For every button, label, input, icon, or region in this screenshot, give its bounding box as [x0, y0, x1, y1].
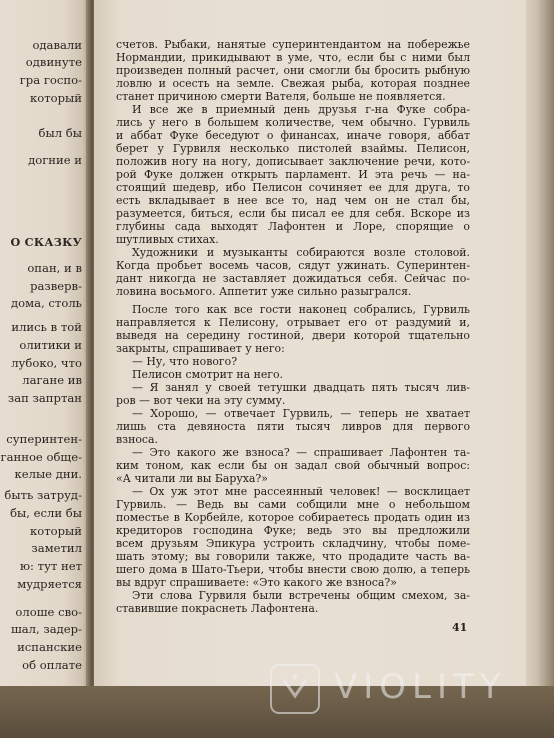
text-line: ловлю и осесть на земле. Свежая рыба, которая позднее [116, 77, 470, 90]
watermark [270, 664, 540, 718]
text-line: ловина восьмого. Аппетит уже сильно разыгрался. [116, 285, 412, 299]
text-line: станет причиною смерти Вателя, больше не появляется. [116, 90, 446, 104]
text-line: разумеется, биться, если бы писал ее для себя. Вскоре из [116, 207, 470, 221]
text-line: счетов. Рыбаки, нанятые суперинтендантом на побережье [116, 38, 470, 51]
left-page-line: суперинтен- [6, 432, 82, 446]
text-line: ким тоном, как если бы он задал свой обычный вопрос: [116, 458, 470, 472]
text-line: — Хорошо, — отвечает Гурвиль, — теперь не хватает [132, 406, 470, 420]
text-line: «А читали ли вы Баруха?» [116, 471, 268, 485]
text-line: направляется к Пелисону, отрывает его от раздумий и, [116, 315, 470, 329]
left-page-line: догние и [28, 153, 82, 167]
left-page-line: об оплате [22, 658, 82, 672]
left-page-line: который [30, 524, 82, 538]
left-page-line: лагане ив [22, 373, 82, 387]
text-line: — Я занял у своей тетушки двадцать пять тысяч лив- [132, 380, 470, 394]
text-line: берет у Гурвиля несколько пистолей взаймы. Пелисон, [116, 142, 470, 156]
text-line: И все же в приемный день друзья г-на Фуке собра- [132, 103, 470, 117]
text-line: — Ох уж этот мне рассеянный человек! — восклицает [132, 484, 470, 498]
left-page-line: гра госпо- [19, 73, 82, 87]
left-page-line: олоше сво- [15, 605, 82, 619]
watermark-text: VIOLITY [334, 667, 507, 707]
text-line: Художники и музыканты собираются возле столовой. [132, 246, 470, 260]
left-page-line: заметил [31, 541, 82, 555]
left-page-line: келые дни. [14, 467, 82, 481]
text-line: шего дома в Шато-Тьери, чтобы внести свою долю, а теперь [116, 563, 470, 576]
left-page-line: разверв- [30, 279, 82, 293]
text-line: Гурвиль. — Ведь вы сами собщили мне о небольшом [116, 497, 470, 511]
left-page-line: лубоко, что [11, 356, 82, 370]
text-line: рой Фуке должен открыть парламент. И эта речь — на- [116, 168, 470, 182]
text-line: Эти слова Гурвиля были встречены общим смехом, за- [132, 589, 470, 602]
text-line: кредиторов господина Фуке; ведь это вы предложили [116, 523, 470, 537]
text-line: положив ногу на ногу, дописывает заключение речи, кото- [116, 155, 470, 169]
text-line: всем друзьям Эпикура устроить складчину, чтобы поме- [116, 536, 470, 550]
left-page-line: опан, и в [27, 261, 82, 275]
watermark-logo-icon [270, 664, 320, 714]
left-page-line: шал, задер- [10, 622, 82, 636]
page-edge [526, 0, 554, 690]
text-line: поместье в Корбейле, которое собираетесь продать один из [116, 510, 470, 524]
left-page-line: О СКАЗКУ [10, 235, 82, 249]
text-line: ров — вот чеки на эту сумму. [116, 393, 286, 407]
left-page-line: был бы [38, 126, 82, 140]
text-line: лишь ста девяноста пяти тысяч ливров для первого [116, 419, 470, 433]
left-page-line: зап запртан [7, 391, 82, 405]
left-page-line: мудряется [17, 577, 82, 591]
text-line: стоящий шедевр, ибо Пелисон сочиняет ее для друга, то [116, 181, 470, 195]
left-page-line: дома, столь [11, 296, 82, 310]
page-number: 41 [452, 621, 468, 634]
text-line: шать этому; вы говорили также, что продадите часть ва- [116, 549, 470, 563]
left-page-line: ились в той [11, 320, 82, 334]
text-line: — Ну, что нового? [132, 354, 238, 368]
text-line: произведен полный расчет, они смогли бы бросить рыбную [116, 64, 470, 77]
text-line: После того как все гости наконец собрались, Гурвиль [132, 302, 470, 316]
left-page-line: ганное обще- [0, 450, 82, 464]
text-line: Нормандии, прикидывают в уме, что, если бы с ними был [116, 51, 470, 64]
text-line: вы вдруг спрашиваете: «Это какого же взноса?» [116, 576, 397, 589]
text-line: Когда пробьет восемь часов, сядут ужинать. Суперинтен- [116, 259, 470, 273]
text-line: закрыты, спрашивает у него: [116, 341, 285, 355]
text-line: Пелисон смотрит на него. [132, 367, 284, 381]
left-page-line: одвинуте [25, 55, 82, 69]
left-page [0, 0, 90, 690]
left-page-line: олитики и [19, 338, 82, 352]
left-page-line: бы, если бы [10, 506, 82, 520]
text-line: дант никогда не заставляет дожидаться себя. Сейчас по- [116, 272, 470, 286]
text-line: шутливых стихах. [116, 233, 219, 247]
text-line: есть вкладывает в нее все то, над чем он не стал бы, [116, 194, 470, 208]
text-line: — Это какого же взноса? — спрашивает Лафонтен та- [132, 445, 470, 459]
left-page-line: быть затруд- [4, 488, 82, 502]
text-line: лись у него в большем количестве, чем обычно. Гурвиль [116, 116, 470, 130]
text-line: ставившие покраснеть Лафонтена. [116, 602, 319, 615]
left-page-line: испанские [17, 640, 82, 654]
left-page-line: который [30, 91, 82, 105]
text-line: взноса. [116, 432, 158, 446]
left-page-line: одавали [32, 38, 82, 52]
left-page-line: ю: тут нет [19, 559, 82, 573]
text-line: выведя на середину гостиной, двери которой тщательно [116, 328, 470, 342]
text-line: и аббат Фуке беседуют о финансах, иначе говоря, аббат [116, 129, 470, 143]
text-line: глубины сада выходят Лафонтен и Лоре, спорящие о [116, 220, 470, 234]
